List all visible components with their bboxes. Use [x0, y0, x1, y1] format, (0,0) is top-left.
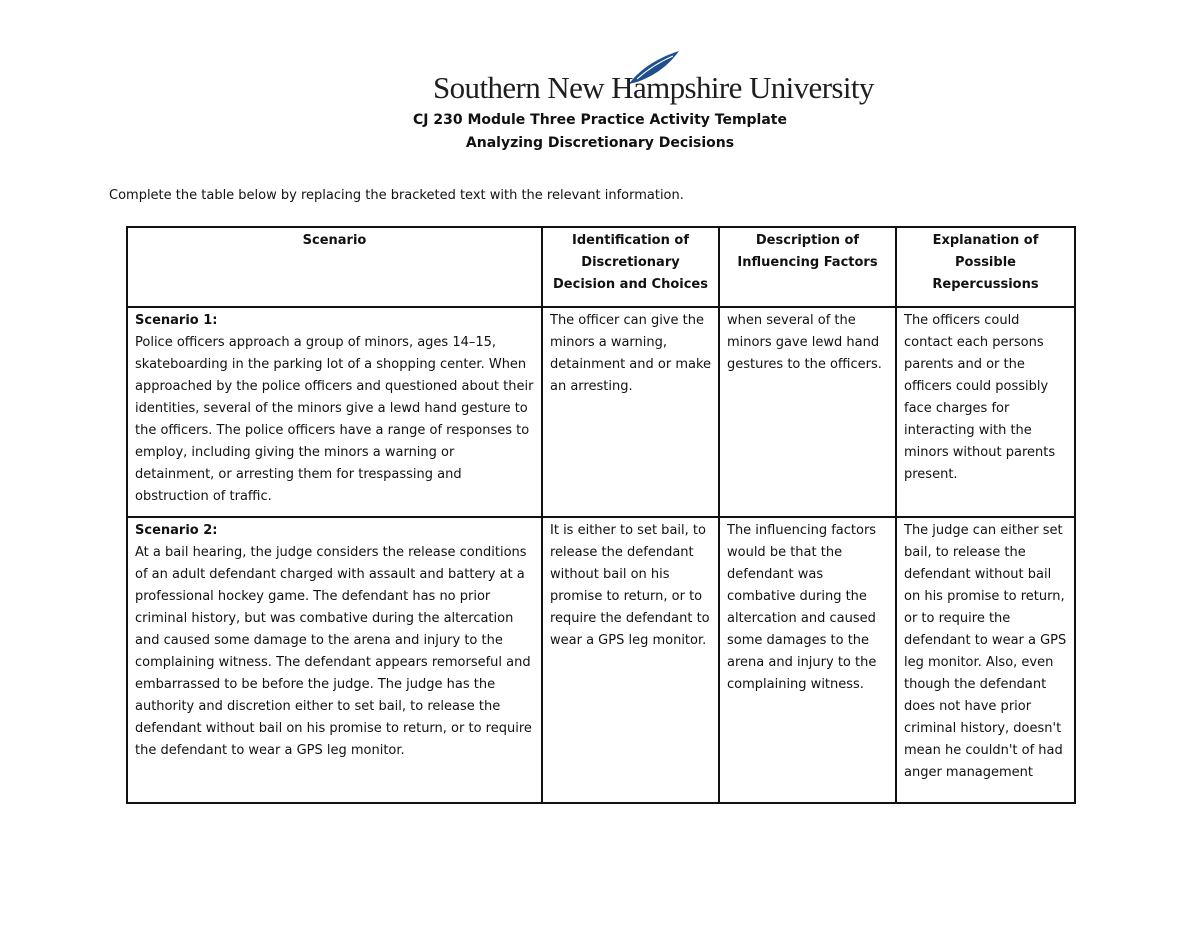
- factors-text: The influencing factors would be that the defendant was combative during the altercation and caused some damages to the arena and injury to the complaining witness.: [727, 523, 877, 692]
- table-row: [127, 517, 1075, 803]
- repercussions-cell: [896, 517, 1075, 803]
- decision-cell: [542, 517, 719, 803]
- table-row: [127, 307, 1075, 517]
- practice-activity-table: [126, 226, 1076, 804]
- university-logo: [433, 48, 874, 108]
- factors-cell: [719, 517, 896, 803]
- header-scenario: Scenario: [127, 227, 542, 307]
- repercussions-text: The officers could contact each persons parents and or the officers could possibly face charges for interacting with the minors without parents present.: [904, 313, 1056, 482]
- scenario-cell: [127, 307, 542, 517]
- decision-text: It is either to set bail, to release the defendant without bail on his promise to return, or to require the defendant to wear a GPS leg monitor.: [550, 523, 710, 648]
- repercussions-cell: [896, 307, 1075, 517]
- document-subtitle: Analyzing Discretionary Decisions: [465, 135, 735, 151]
- decision-cell: [542, 307, 719, 517]
- header-decision: Identification of Discretionary Decision and Choices: [542, 227, 719, 307]
- scenario-text: At a bail hearing, the judge considers the release conditions of an adult defendant charged with assault and battery at a professional hockey game. The defendant has no prior criminal history, but was combative during the altercation and caused some damage to the arena and injury to the complaining witness. The defendant appears remorseful and embarrassed to be before the judge. The judge has the authority and discretion either to set bail, to release the defendant without bail on his promise to return, or to require the defendant to wear a GPS leg monitor.: [135, 545, 532, 758]
- factors-text: when several of the minors gave lewd hand gestures to the officers.: [727, 313, 882, 372]
- scenario-text: Police officers approach a group of minors, ages 14–15, skateboarding in the parking lot of a shopping center. When approached by the police officers and questioned about their identities, several of the minors give a lewd hand gesture to the officers. The police officers have a range of responses to employ, including giving the minors a warning or detainment, or arresting them for trespassing and obstruction of traffic.: [135, 335, 534, 504]
- header-factors: Description of Influencing Factors: [719, 227, 896, 307]
- table-header-row: [127, 227, 1075, 307]
- repercussions-text: The judge can either set bail, to release the defendant without bail on his promise to return, or to require the defendant to wear a GPS leg monitor. Also, even though the defendant does not have prior criminal history, doesn't mean he couldn't of had anger management: [904, 523, 1067, 780]
- instructions-text: Complete the table below by replacing the bracketed text with the relevant information.: [109, 188, 684, 203]
- decision-text: The officer can give the minors a warning, detainment and or make an arresting.: [550, 313, 712, 394]
- scenario-title: Scenario 2:: [135, 523, 218, 538]
- document-title: CJ 230 Module Three Practice Activity Template: [413, 112, 787, 128]
- scenario-title: Scenario 1:: [135, 313, 218, 328]
- university-name: Southern New Hampshire University: [433, 70, 874, 105]
- header-repercussions: Explanation of Possible Repercussions: [896, 227, 1075, 307]
- scenario-cell: [127, 517, 542, 803]
- factors-cell: [719, 307, 896, 517]
